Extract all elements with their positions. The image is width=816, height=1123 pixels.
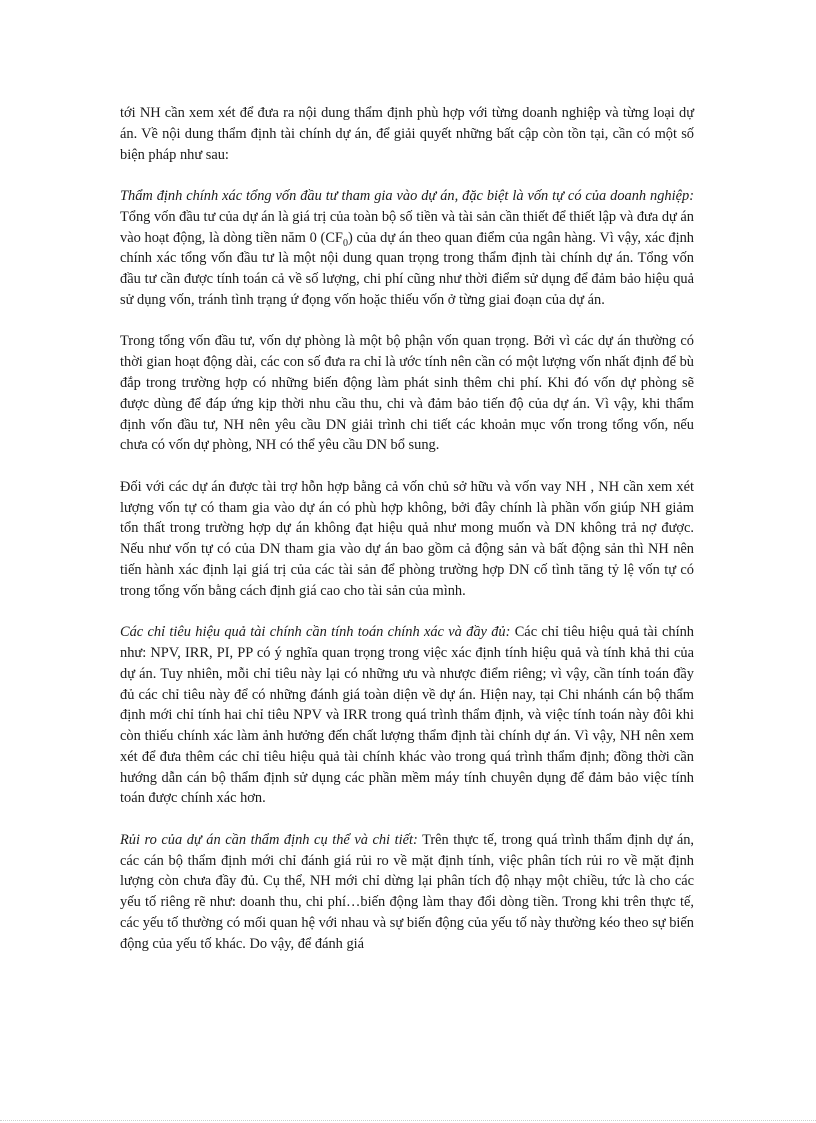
paragraph-contingency-capital: Trong tổng vốn đầu tư, vốn dự phòng là một bộ phận vốn quan trọng. Bởi vì các dự án thường có thời gian hoạt động dài, các con số đưa ra chỉ là ước tính nên cần có một lượng vốn nhất định để bù đắp trong trường hợp có những biến động làm phát sinh thêm chi phí. Khi đó vốn dự phòng sẽ được dùng để đáp ứng kịp thời nhu cầu thu, chi và đảm bảo tiến độ của dự án. Vì vậy, khi thẩm định vốn đầu tư, NH nên yêu cầu DN giải trình chi tiết các khoản mục vốn trong tổng vốn, nếu chưa có vốn dự phòng, NH có thể yêu cầu DN bổ sung. xyxy=(120,333,694,454)
paragraph-heading-financial-indicators: Các chỉ tiêu hiệu quả tài chính cần tính toán chính xác và đầy đủ: xyxy=(120,624,511,641)
paragraph-text-part-a: Tổng vốn đầu tư của dự án là giá trị của toàn bộ số tiền và tài sản cần thiết để thiết lập và đưa dự án vào hoạt động, là dòng tiền năm 0 (CF xyxy=(120,208,694,246)
paragraph-total-investment xyxy=(120,186,694,311)
paragraph-text-part-b: ) của dự án theo quan điểm của ngân hàng. Vì vậy, xác định chính xác tổng vốn đầu tư là một nội dung quan trọng trong thẩm định tài chính dự án. Tổng vốn đầu tư cần được tính toán cả về số lượng, chi phí cũng như thời điểm sử dụng để đảm bảo hiệu quả sử dụng vốn, tránh tình trạng ứ đọng vốn hoặc thiếu vốn ở từng giai đoạn của dự án. xyxy=(120,229,694,308)
paragraph-text-project-risk: Trên thực tế, trong quá trình thẩm định dự án, các cán bộ thẩm định mới chỉ đánh giá rủi ro về mặt định tính, việc phân tích rủi ro về mặt định lượng còn chưa đầy đủ. Cụ thể, NH mới chỉ dừng lại phân tích độ nhạy một chiều, tức là cho các yếu tố riêng rẽ như: doanh thu, chi phí…biến động làm thay đổi dòng tiền. Trong khi trên thực tế, các yếu tố thường có mối quan hệ với nhau và sự biến động của yếu tố này thường kéo theo sự biến động của yếu tố khác. Do vậy, để đánh giá xyxy=(120,831,694,952)
subscript-zero: 0 xyxy=(342,237,348,249)
paragraph-heading-project-risk: Rủi ro của dự án cần thẩm định cụ thể và chi tiết: xyxy=(120,831,418,848)
paragraph-text-financial-indicators: Các chỉ tiêu hiệu quả tài chính như: NPV, IRR, PI, PP có ý nghĩa quan trọng trong việc xác định tính hiệu quả và tính khả thi của dự án. Tuy nhiên, mỗi chỉ tiêu này lại có những ưu và nhược điểm riêng; vì vậy, cần tính toán đầy đủ các chỉ tiêu này để có những đánh giá toàn diện về dự án. Hiện nay, tại Chi nhánh cán bộ thẩm định mới chỉ tính hai chỉ tiêu NPV và IRR trong quá trình thẩm định, và việc tính toán này đôi khi còn thiếu chính xác làm ảnh hưởng đến chất lượng thẩm định tài chính dự án. Vì vậy, NH nên xem xét để đưa thêm các chỉ tiêu hiệu quả tài chính khác vào trong quá trình thẩm định; đồng thời cần hướng dẫn cán bộ thẩm định sử dụng các phần mềm máy tính chuyên dụng để đảm bảo việc tính toán được chính xác hơn. xyxy=(120,624,694,807)
document-body xyxy=(120,103,694,975)
paragraph-mixed-financing: Đối với các dự án được tài trợ hỗn hợp bằng cả vốn chủ sở hữu và vốn vay NH , NH cần xem xét lượng vốn tự có tham gia vào dự án có phù hợp không, bởi đây chính là phần vốn giúp NH giảm tổn thất trong trường hợp dự án không đạt hiệu quả như mong muốn và DN không trả nợ được. Nếu như vốn tự có của DN tham gia vào dự án bao gồm cả động sản và bất động sản thì NH nên tiến hành xác định lại giá trị của các tài sản để phòng trường hợp DN cố tình tăng tỷ lệ vốn tự có trong tổng vốn bằng cách định giá cao cho tài sản của mình. xyxy=(120,478,694,599)
page-bottom-divider xyxy=(0,1120,816,1121)
paragraph-heading-total-investment: Thẩm định chính xác tổng vốn đầu tư tham gia vào dự án, đặc biệt là vốn tự có của doanh nghiệp: xyxy=(120,187,694,204)
paragraph-intro: tới NH cần xem xét để đưa ra nội dung thẩm định phù hợp với từng doanh nghiệp và từng loại dự án. Về nội dung thẩm định tài chính dự án, để giải quyết những bất cập còn tồn tại, cần có một số biện pháp như sau: xyxy=(120,105,694,163)
paragraph-financial-indicators xyxy=(120,622,694,809)
paragraph-project-risk xyxy=(120,830,694,955)
